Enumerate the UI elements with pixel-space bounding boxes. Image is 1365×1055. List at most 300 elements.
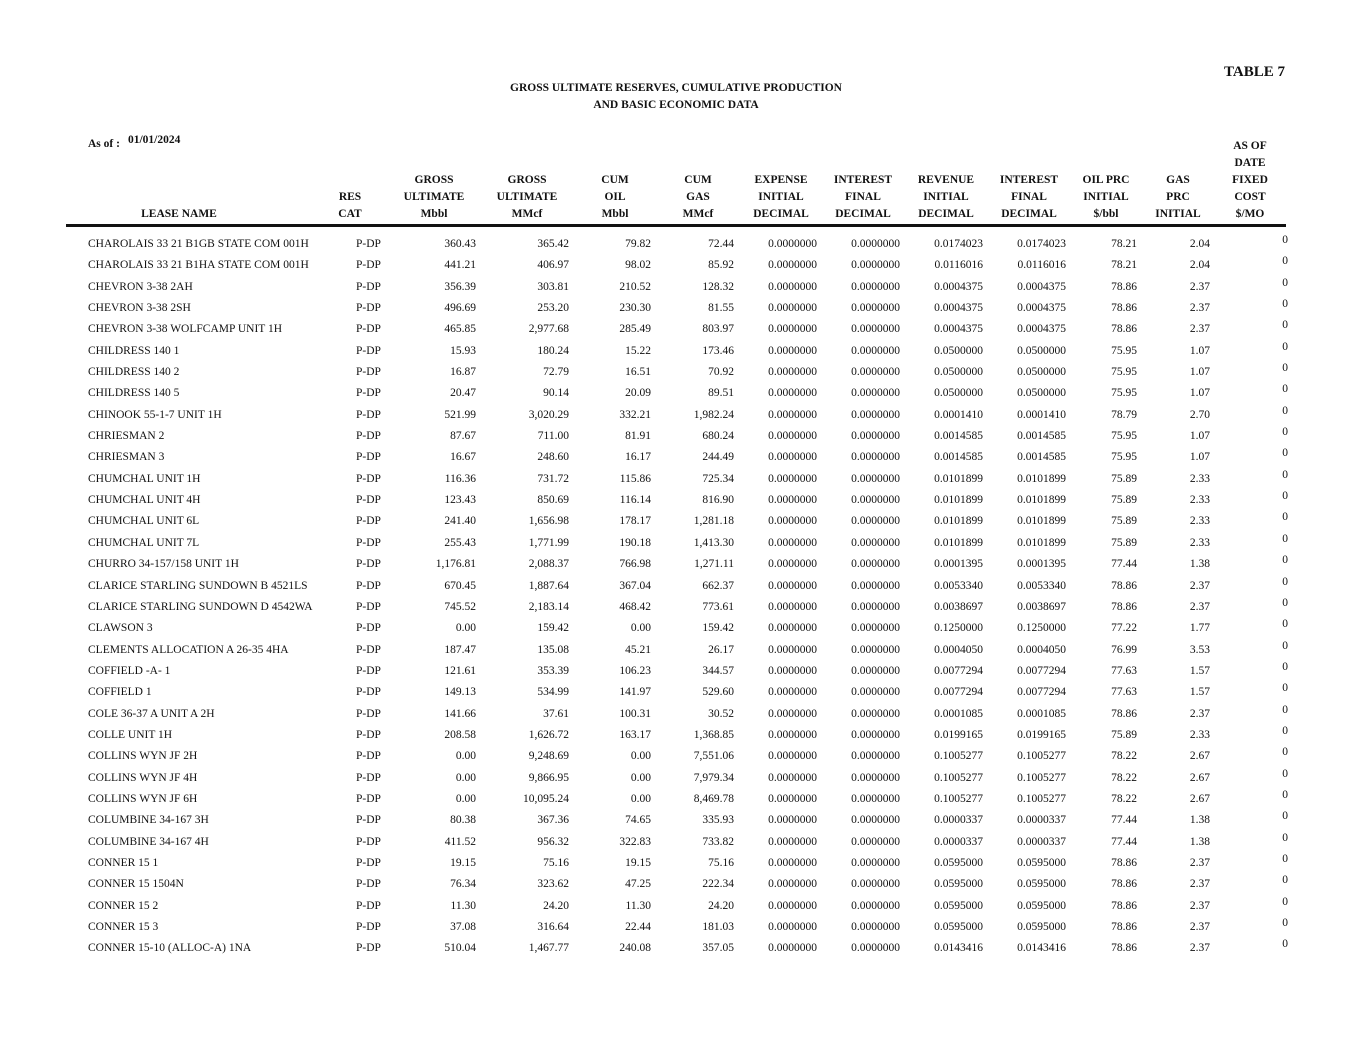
cell-gas-price-initial: 1.57	[1189, 664, 1210, 677]
cell-fixed-cost: 0	[1282, 298, 1288, 311]
cell-lease-name: CHEVRON 3-38 2AH	[88, 280, 193, 293]
cell-cum-oil: 19.15	[625, 856, 651, 869]
cell-gross-ultimate-gas: 248.60	[537, 451, 569, 464]
cell-gross-ultimate-gas: 367.36	[537, 814, 569, 827]
cell-oil-price-initial: 78.22	[1111, 750, 1137, 763]
column-header-name	[129, 206, 229, 223]
cell-oil-price-initial: 78.86	[1111, 942, 1137, 955]
cell-lease-name: CHUMCHAL UNIT 6L	[88, 515, 200, 528]
cell-oil-price-initial: 78.22	[1111, 771, 1137, 784]
cell-revenue-initial: 0.1005277	[934, 750, 983, 763]
cell-expense-initial: 0.0000000	[768, 792, 817, 805]
cell-gross-ultimate-oil: 11.30	[450, 899, 476, 912]
cell-fixed-cost: 0	[1282, 724, 1288, 737]
cell-revenue-interest-final: 0.0000337	[1017, 814, 1066, 827]
cell-fixed-cost: 0	[1282, 852, 1288, 865]
cell-gas-price-initial: 1.07	[1189, 366, 1210, 379]
cell-expense-initial: 0.0000000	[768, 579, 817, 592]
cell-expense-initial: 0.0000000	[768, 622, 817, 635]
cell-gross-ultimate-oil: 116.36	[444, 472, 476, 485]
column-header-line: $/bbl	[1093, 208, 1119, 220]
cell-fixed-cost: 0	[1282, 276, 1288, 289]
cell-gas-price-initial: 1.07	[1189, 344, 1210, 357]
cell-fixed-cost: 0	[1282, 917, 1288, 929]
cell-fixed-cost: 0	[1282, 234, 1288, 246]
cell-res-cat: P-DP	[356, 387, 381, 400]
cell-interest-final: 0.0000000	[851, 515, 900, 528]
column-header-line: INITIAL	[1155, 208, 1201, 220]
cell-interest-final: 0.0000000	[851, 643, 900, 656]
cell-gross-ultimate-oil: 19.15	[450, 856, 476, 869]
cell-expense-initial: 0.0000000	[768, 921, 817, 933]
cell-gross-ultimate-gas: 159.42	[537, 622, 569, 635]
cell-fixed-cost: 0	[1282, 703, 1288, 716]
cell-gas-price-initial: 1.77	[1189, 622, 1210, 635]
cell-revenue-initial: 0.0038697	[934, 600, 983, 613]
cell-res-cat: P-DP	[356, 707, 381, 720]
cell-res-cat: P-DP	[356, 302, 381, 315]
cell-gas-price-initial: 2.37	[1189, 280, 1210, 293]
cell-gross-ultimate-oil: 208.58	[444, 728, 476, 741]
cell-lease-name: CHURRO 34-157/158 UNIT 1H	[88, 558, 239, 571]
cell-oil-price-initial: 75.95	[1111, 430, 1137, 443]
cell-fixed-cost: 0	[1282, 746, 1288, 759]
cell-gross-ultimate-gas: 1,771.99	[528, 536, 569, 549]
cell-fixed-cost: 0	[1282, 319, 1288, 332]
cell-gross-ultimate-oil: 510.04	[444, 942, 476, 955]
cell-oil-price-initial: 77.44	[1111, 814, 1137, 827]
cell-gross-ultimate-oil: 80.38	[450, 814, 476, 827]
cell-oil-price-initial: 76.99	[1111, 643, 1137, 656]
cell-res-cat: P-DP	[356, 323, 381, 336]
cell-revenue-initial: 0.0001410	[934, 408, 983, 421]
cell-cum-gas: 81.55	[708, 302, 734, 315]
cell-fixed-cost: 0	[1282, 575, 1288, 588]
cell-gross-ultimate-gas: 2,088.37	[528, 558, 569, 571]
cell-revenue-interest-final: 0.0004375	[1017, 280, 1066, 293]
cell-fixed-cost: 0	[1282, 660, 1288, 673]
cell-lease-name: COLLINS WYN JF 4H	[88, 771, 198, 784]
cell-gross-ultimate-oil: 187.47	[444, 643, 476, 656]
cell-interest-final: 0.0000000	[851, 835, 900, 848]
cell-gross-ultimate-oil: 87.67	[450, 430, 476, 443]
cell-cum-oil: 766.98	[619, 558, 651, 571]
cell-fixed-cost: 0	[1282, 532, 1288, 545]
table-row	[0, 597, 1365, 618]
cell-res-cat: P-DP	[356, 280, 381, 293]
cell-fixed-cost: 0	[1282, 468, 1288, 481]
cell-lease-name: CHAROLAIS 33 21 B1GB STATE COM 001H	[88, 238, 309, 250]
cell-gas-price-initial: 1.07	[1189, 387, 1210, 400]
cell-lease-name: CONNER 15 1	[88, 856, 159, 869]
column-header-line: DECIMAL	[1001, 208, 1057, 220]
cell-revenue-interest-final: 0.0101899	[1017, 494, 1066, 507]
cell-gross-ultimate-oil: 745.52	[444, 600, 476, 613]
cell-gas-price-initial: 1.07	[1189, 451, 1210, 464]
column-header-line: CUM	[684, 174, 712, 186]
cell-interest-final: 0.0000000	[851, 472, 900, 485]
table-row	[0, 853, 1365, 874]
cell-res-cat: P-DP	[356, 664, 381, 677]
cell-interest-final: 0.0000000	[851, 664, 900, 677]
cell-fixed-cost: 0	[1282, 255, 1288, 268]
cell-lease-name: CONNER 15 3	[88, 921, 159, 933]
cell-interest-final: 0.0000000	[851, 387, 900, 400]
cell-lease-name: CHRIESMAN 2	[88, 430, 165, 443]
cell-gross-ultimate-oil: 123.43	[444, 494, 476, 507]
cell-cum-gas: 70.92	[708, 366, 734, 379]
cell-fixed-cost: 0	[1282, 426, 1288, 439]
cell-lease-name: CHUMCHAL UNIT 7L	[88, 536, 200, 549]
page-title	[0, 80, 1352, 114]
cell-gross-ultimate-gas: 75.16	[543, 856, 569, 869]
cell-oil-price-initial: 77.44	[1111, 558, 1137, 571]
cell-gross-ultimate-gas: 9,248.69	[528, 750, 569, 763]
cell-gas-price-initial: 2.37	[1189, 323, 1210, 336]
cell-oil-price-initial: 78.86	[1111, 921, 1137, 933]
cell-revenue-interest-final: 0.0014585	[1017, 451, 1066, 464]
column-header-line: INITIAL	[1083, 191, 1129, 203]
column-header-line: AS OF	[1233, 140, 1267, 152]
cell-revenue-interest-final: 0.0077294	[1017, 664, 1066, 677]
column-header-line: LEASE NAME	[141, 208, 217, 220]
column-header-line: INTEREST	[999, 174, 1059, 186]
cell-gross-ultimate-gas: 9,866.95	[528, 771, 569, 784]
table-row	[0, 682, 1365, 703]
cell-lease-name: CONNER 15-10 (ALLOC-A) 1NA	[88, 942, 252, 955]
cell-cum-gas: 72.44	[708, 238, 734, 250]
cell-lease-name: CHUMCHAL UNIT 4H	[88, 494, 201, 507]
cell-expense-initial: 0.0000000	[768, 942, 817, 955]
cell-lease-name: CLEMENTS ALLOCATION A 26-35 4HA	[88, 643, 289, 656]
cell-revenue-initial: 0.0077294	[934, 686, 983, 699]
cell-expense-initial: 0.0000000	[768, 408, 817, 421]
cell-fixed-cost: 0	[1282, 788, 1288, 801]
cell-gross-ultimate-gas: 1,887.64	[528, 579, 569, 592]
cell-res-cat: P-DP	[356, 750, 381, 763]
cell-fixed-cost: 0	[1282, 639, 1288, 652]
cell-cum-gas: 75.16	[708, 856, 734, 869]
cell-interest-final: 0.0000000	[851, 344, 900, 357]
column-header-line: MMcf	[511, 208, 543, 220]
column-header-line: Mbbl	[601, 208, 629, 220]
table-row	[0, 576, 1365, 597]
cell-gas-price-initial: 2.33	[1189, 728, 1210, 741]
table-row	[0, 938, 1365, 959]
cell-cum-gas: 26.17	[708, 643, 734, 656]
cell-oil-price-initial: 78.21	[1111, 238, 1137, 250]
cell-cum-gas: 30.52	[708, 707, 734, 720]
table-row	[0, 661, 1365, 682]
cell-res-cat: P-DP	[356, 728, 381, 741]
cell-gas-price-initial: 2.37	[1189, 302, 1210, 315]
cell-revenue-interest-final: 0.0595000	[1017, 856, 1066, 869]
cell-revenue-interest-final: 0.0143416	[1017, 942, 1066, 955]
cell-fixed-cost: 0	[1282, 554, 1288, 567]
cell-revenue-interest-final: 0.0001395	[1017, 558, 1066, 571]
cell-oil-price-initial: 77.63	[1111, 664, 1137, 677]
cell-revenue-interest-final: 0.0101899	[1017, 472, 1066, 485]
cell-revenue-interest-final: 0.1005277	[1017, 792, 1066, 805]
cell-revenue-initial: 0.0500000	[934, 344, 983, 357]
cell-gross-ultimate-oil: 20.47	[450, 387, 476, 400]
cell-cum-gas: 725.34	[702, 472, 734, 485]
cell-gas-price-initial: 2.37	[1189, 856, 1210, 869]
cell-revenue-interest-final: 0.0101899	[1017, 536, 1066, 549]
cell-oil-price-initial: 75.89	[1111, 515, 1137, 528]
cell-revenue-interest-final: 0.0000337	[1017, 835, 1066, 848]
cell-lease-name: CHILDRESS 140 5	[88, 387, 180, 400]
cell-oil-price-initial: 75.95	[1111, 344, 1137, 357]
cell-fixed-cost: 0	[1282, 362, 1288, 375]
cell-cum-oil: 106.23	[619, 664, 651, 677]
cell-expense-initial: 0.0000000	[768, 835, 817, 848]
cell-gas-price-initial: 1.07	[1189, 430, 1210, 443]
cell-cum-gas: 816.90	[702, 494, 734, 507]
cell-revenue-initial: 0.0077294	[934, 664, 983, 677]
cell-fixed-cost: 0	[1282, 618, 1288, 631]
cell-lease-name: CHEVRON 3-38 WOLFCAMP UNIT 1H	[88, 323, 283, 336]
cell-res-cat: P-DP	[356, 430, 381, 443]
cell-fixed-cost: 0	[1282, 596, 1288, 609]
cell-interest-final: 0.0000000	[851, 728, 900, 741]
cell-cum-gas: 7,551.06	[693, 750, 734, 763]
cell-cum-oil: 15.22	[625, 344, 651, 357]
table-row	[0, 768, 1365, 789]
cell-fixed-cost: 0	[1282, 340, 1288, 353]
cell-cum-oil: 163.17	[619, 728, 651, 741]
cell-gross-ultimate-gas: 253.20	[537, 302, 569, 315]
cell-cum-oil: 230.30	[619, 302, 651, 315]
cell-expense-initial: 0.0000000	[768, 750, 817, 763]
cell-interest-final: 0.0000000	[851, 366, 900, 379]
cell-cum-oil: 468.42	[619, 600, 651, 613]
cell-gross-ultimate-gas: 850.69	[537, 494, 569, 507]
cell-fixed-cost: 0	[1282, 831, 1288, 844]
cell-lease-name: CONNER 15 2	[88, 899, 159, 912]
cell-revenue-interest-final: 0.0053340	[1017, 579, 1066, 592]
cell-revenue-initial: 0.0500000	[934, 387, 983, 400]
cell-gas-price-initial: 1.38	[1189, 814, 1210, 827]
cell-gross-ultimate-gas: 711.00	[537, 430, 569, 443]
cell-gross-ultimate-oil: 76.34	[450, 878, 476, 891]
cell-revenue-initial: 0.0101899	[934, 515, 983, 528]
cell-gas-price-initial: 2.67	[1189, 792, 1210, 805]
cell-res-cat: P-DP	[356, 600, 381, 613]
cell-revenue-interest-final: 0.1005277	[1017, 771, 1066, 784]
cell-gross-ultimate-oil: 0.00	[455, 792, 476, 805]
cell-revenue-initial: 0.0004375	[934, 323, 983, 336]
cell-fixed-cost: 0	[1282, 404, 1288, 417]
cell-cum-gas: 1,413.30	[693, 536, 734, 549]
cell-cum-gas: 662.37	[702, 579, 734, 592]
cell-cum-gas: 1,982.24	[693, 408, 734, 421]
cell-cum-gas: 24.20	[708, 899, 734, 912]
cell-revenue-initial: 0.0001085	[934, 707, 983, 720]
table-row	[0, 490, 1365, 511]
column-header-line: EXPENSE	[754, 174, 808, 186]
cell-revenue-initial: 0.0500000	[934, 366, 983, 379]
cell-gross-ultimate-oil: 149.13	[444, 686, 476, 699]
cell-cum-oil: 47.25	[625, 878, 651, 891]
table-row	[0, 234, 1365, 255]
cell-lease-name: CLARICE STARLING SUNDOWN D 4542WA	[88, 600, 313, 613]
cell-res-cat: P-DP	[356, 899, 381, 912]
cell-res-cat: P-DP	[356, 408, 381, 421]
cell-revenue-initial: 0.0004375	[934, 302, 983, 315]
cell-revenue-initial: 0.0000337	[934, 814, 983, 827]
cell-cum-oil: 332.21	[619, 408, 651, 421]
cell-interest-final: 0.0000000	[851, 686, 900, 699]
cell-fixed-cost: 0	[1282, 511, 1288, 524]
column-header-line: RES	[338, 191, 362, 203]
cell-gross-ultimate-oil: 141.66	[444, 707, 476, 720]
cell-oil-price-initial: 77.44	[1111, 835, 1137, 848]
cell-lease-name: CHRIESMAN 3	[88, 451, 165, 464]
cell-revenue-interest-final: 0.0014585	[1017, 430, 1066, 443]
cell-revenue-interest-final: 0.0500000	[1017, 366, 1066, 379]
cell-gross-ultimate-gas: 72.79	[543, 366, 569, 379]
cell-gross-ultimate-gas: 37.61	[543, 707, 569, 720]
cell-expense-initial: 0.0000000	[768, 558, 817, 571]
cell-fixed-cost: 0	[1282, 447, 1288, 460]
cell-expense-initial: 0.0000000	[768, 664, 817, 677]
cell-res-cat: P-DP	[356, 472, 381, 485]
cell-oil-price-initial: 78.79	[1111, 408, 1137, 421]
cell-gas-price-initial: 2.04	[1189, 238, 1210, 250]
cell-res-cat: P-DP	[356, 771, 381, 784]
cell-revenue-initial: 0.0143416	[934, 942, 983, 955]
cell-res-cat: P-DP	[356, 878, 381, 891]
cell-res-cat: P-DP	[356, 259, 381, 272]
cell-fixed-cost: 0	[1282, 938, 1288, 951]
cell-gross-ultimate-gas: 90.14	[543, 387, 569, 400]
cell-revenue-interest-final: 0.1005277	[1017, 750, 1066, 763]
cell-gas-price-initial: 2.37	[1189, 899, 1210, 912]
cell-gross-ultimate-oil: 241.40	[444, 515, 476, 528]
column-header-line: GROSS	[414, 174, 454, 186]
cell-gross-ultimate-gas: 731.72	[537, 472, 569, 485]
cell-revenue-initial: 0.1005277	[934, 771, 983, 784]
cell-gas-price-initial: 1.57	[1189, 686, 1210, 699]
cell-expense-initial: 0.0000000	[768, 472, 817, 485]
cell-cum-gas: 222.34	[702, 878, 734, 891]
cell-expense-initial: 0.0000000	[768, 259, 817, 272]
cell-gross-ultimate-oil: 360.43	[444, 238, 476, 250]
cell-revenue-interest-final: 0.0001410	[1017, 408, 1066, 421]
cell-gross-ultimate-gas: 2,977.68	[528, 323, 569, 336]
cell-gross-ultimate-oil: 411.52	[444, 835, 476, 848]
cell-gross-ultimate-gas: 365.42	[537, 238, 569, 250]
cell-interest-final: 0.0000000	[851, 814, 900, 827]
cell-expense-initial: 0.0000000	[768, 728, 817, 741]
cell-interest-final: 0.0000000	[851, 622, 900, 635]
cell-cum-gas: 529.60	[702, 686, 734, 699]
cell-cum-gas: 8,469.78	[693, 792, 734, 805]
cell-oil-price-initial: 78.86	[1111, 707, 1137, 720]
cell-gas-price-initial: 2.37	[1189, 942, 1210, 955]
cell-cum-gas: 89.51	[708, 387, 734, 400]
cell-gross-ultimate-gas: 3,020.29	[528, 408, 569, 421]
cell-oil-price-initial: 75.89	[1111, 494, 1137, 507]
title-line-1: GROSS ULTIMATE RESERVES, CUMULATIVE PRODUCTION	[510, 82, 842, 94]
column-header-line: DATE	[1234, 157, 1266, 169]
cell-revenue-initial: 0.0199165	[934, 728, 983, 741]
cell-gas-price-initial: 2.37	[1189, 707, 1210, 720]
cell-oil-price-initial: 78.86	[1111, 600, 1137, 613]
cell-cum-gas: 1,271.11	[694, 558, 734, 571]
cell-oil-price-initial: 78.86	[1111, 280, 1137, 293]
cell-gas-price-initial: 2.33	[1189, 494, 1210, 507]
cell-fixed-cost: 0	[1282, 767, 1288, 780]
column-header-line: ULTIMATE	[496, 191, 558, 203]
cell-cum-oil: 79.82	[625, 238, 651, 250]
column-header-line: OIL	[604, 191, 626, 203]
cell-expense-initial: 0.0000000	[768, 451, 817, 464]
cell-gross-ultimate-gas: 534.99	[537, 686, 569, 699]
cell-cum-oil: 141.97	[619, 686, 651, 699]
cell-gas-price-initial: 2.67	[1189, 750, 1210, 763]
cell-gross-ultimate-oil: 0.00	[455, 771, 476, 784]
cell-cum-gas: 1,281.18	[693, 515, 734, 528]
cell-gross-ultimate-gas: 353.39	[537, 664, 569, 677]
cell-res-cat: P-DP	[356, 579, 381, 592]
table-row	[0, 383, 1365, 404]
cell-cum-gas: 344.57	[702, 664, 734, 677]
column-header-line: DECIMAL	[835, 208, 891, 220]
cell-cum-oil: 81.91	[625, 430, 651, 443]
column-header-line: GAS	[1166, 174, 1190, 186]
cell-res-cat: P-DP	[356, 686, 381, 699]
cell-lease-name: CHINOOK 55-1-7 UNIT 1H	[88, 408, 222, 421]
cell-gross-ultimate-oil: 0.00	[455, 622, 476, 635]
cell-gross-ultimate-oil: 1,176.81	[435, 558, 476, 571]
as-of-date: 01/01/2024	[127, 134, 181, 146]
cell-cum-gas: 357.05	[702, 942, 734, 955]
cell-revenue-interest-final: 0.0116016	[1017, 259, 1066, 272]
cell-interest-final: 0.0000000	[851, 856, 900, 869]
cell-gas-price-initial: 2.33	[1189, 472, 1210, 485]
cell-res-cat: P-DP	[356, 366, 381, 379]
cell-revenue-interest-final: 0.0595000	[1017, 878, 1066, 891]
cell-lease-name: CHILDRESS 140 1	[88, 344, 180, 357]
cell-expense-initial: 0.0000000	[768, 344, 817, 357]
cell-oil-price-initial: 78.22	[1111, 792, 1137, 805]
cell-lease-name: CLARICE STARLING SUNDOWN B 4521LS	[88, 579, 308, 592]
cell-expense-initial: 0.0000000	[768, 707, 817, 720]
title-line-2: AND BASIC ECONOMIC DATA	[593, 99, 759, 111]
cell-lease-name: COLLE UNIT 1H	[88, 728, 173, 741]
column-header-line: CAT	[338, 208, 362, 220]
cell-lease-name: CHUMCHAL UNIT 1H	[88, 472, 201, 485]
cell-gross-ultimate-oil: 121.61	[444, 664, 476, 677]
cell-interest-final: 0.0000000	[851, 707, 900, 720]
cell-gross-ultimate-gas: 323.62	[537, 878, 569, 891]
cell-oil-price-initial: 78.86	[1111, 856, 1137, 869]
cell-res-cat: P-DP	[356, 622, 381, 635]
cell-res-cat: P-DP	[356, 835, 381, 848]
data-table-body	[0, 234, 1365, 960]
cell-interest-final: 0.0000000	[851, 771, 900, 784]
cell-lease-name: COLLINS WYN JF 6H	[88, 792, 198, 805]
cell-cum-oil: 45.21	[625, 643, 651, 656]
cell-interest-final: 0.0000000	[851, 921, 900, 933]
cell-revenue-interest-final: 0.1250000	[1017, 622, 1066, 635]
cell-expense-initial: 0.0000000	[768, 366, 817, 379]
cell-cum-oil: 0.00	[630, 771, 651, 784]
cell-expense-initial: 0.0000000	[768, 600, 817, 613]
cell-gas-price-initial: 2.33	[1189, 536, 1210, 549]
